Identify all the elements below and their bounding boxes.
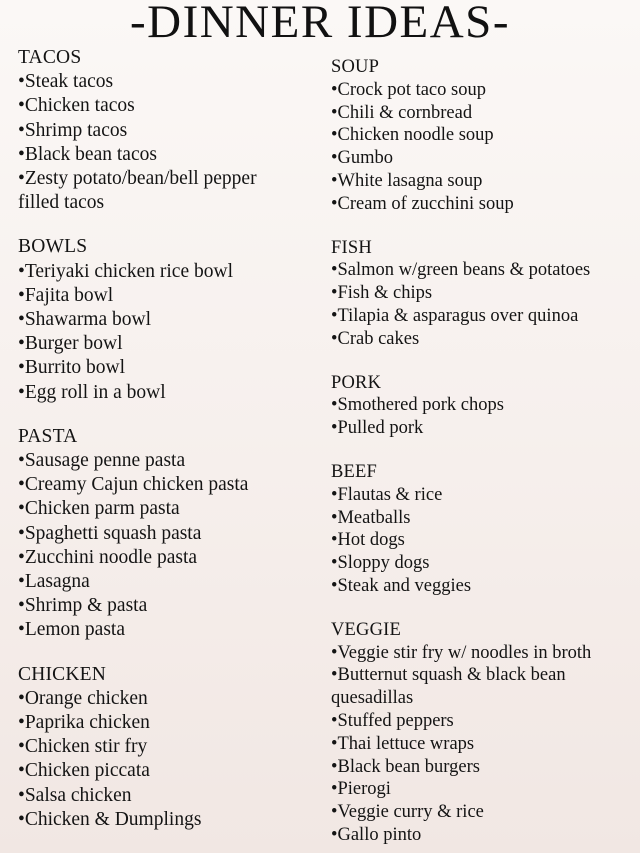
section-heading: PORK [331,372,382,393]
list-item: •Tilapia & asparagus over quinoa [331,305,579,326]
list-item: •Creamy Cajun chicken pasta [18,474,249,496]
list-item: •Shawarma bowl [18,309,152,331]
list-item: •Sausage penne pasta [18,450,186,472]
list-item: •Butternut squash & black bean [331,665,566,686]
list-item: •Paprika chicken [18,712,150,734]
list-item: •Veggie stir fry w/ noodles in broth [331,642,592,663]
section-heading: TACOS [18,47,82,68]
list-item: •Chicken noodle soup [331,125,494,146]
list-item: quesadillas [331,688,414,709]
list-item: •Orange chicken [18,687,148,709]
list-item: •Chicken tacos [18,95,135,117]
list-item: •Veggie curry & rice [331,802,484,823]
list-item: •Flautas & rice [331,484,443,505]
section-beef [331,461,636,598]
list-item: •Cream of zucchini soup [331,193,514,214]
list-item: •Chicken piccata [18,760,150,782]
section-fish [331,237,636,351]
list-item: •Salmon w/green beans & potatoes [331,260,591,281]
section-veggie [331,619,636,847]
list-item: •Burger bowl [18,333,123,355]
list-item: •Black bean tacos [18,143,157,165]
list-item: •Spaghetti squash pasta [18,522,202,544]
list-item: •White lasagna soup [331,170,483,191]
list-item: •Steak tacos [18,71,114,93]
list-item: •Chicken & Dumplings [18,808,202,830]
section-heading: PASTA [18,425,78,447]
section-heading: BEEF [331,461,378,482]
section-chicken [18,663,318,832]
list-item: •Chicken stir fry [18,736,148,758]
section-heading: BOWLS [18,236,88,258]
list-item: •Sloppy dogs [331,553,430,574]
list-item: •Gallo pinto [331,824,422,845]
list-item: •Salsa chicken [18,784,132,806]
list-item: filled tacos [18,192,105,214]
list-item: •Steak and veggies [331,575,472,596]
list-item: •Black bean burgers [331,756,480,777]
section-bowls [18,235,318,404]
list-item: •Pulled pork [331,418,424,439]
list-item: •Zucchini noodle pasta [18,546,198,568]
list-item: •Stuffed peppers [331,710,454,731]
list-item: •Meatballs [331,507,411,528]
section-heading: SOUP [331,57,380,77]
list-item: •Lasagna [18,571,90,593]
section-pasta [18,425,318,643]
list-item: •Shrimp tacos [18,119,128,141]
list-item: •Teriyaki chicken rice bowl [18,260,233,282]
list-item: •Fish & chips [331,283,433,304]
list-item: •Egg roll in a bowl [18,381,166,403]
list-item: •Crock pot taco soup [331,79,486,100]
list-item: •Smothered pork chops [331,395,504,416]
list-item: •Crab cakes [331,328,420,349]
left-column [18,46,318,832]
list-item: •Thai lettuce wraps [331,733,475,754]
list-item: •Pierogi [331,779,391,800]
list-item: •Shrimp & pasta [18,595,148,617]
section-soup [331,56,636,216]
list-item: •Gumbo [331,148,393,169]
section-heading: VEGGIE [331,619,402,640]
right-column [331,56,636,847]
section-tacos [18,46,318,215]
section-pork [331,372,636,440]
section-heading: FISH [331,237,372,258]
list-item: •Burrito bowl [18,357,126,379]
list-item: •Hot dogs [331,530,405,551]
list-item: •Zesty potato/bean/bell pepper [18,168,257,190]
list-item: •Chili & cornbread [331,102,473,123]
section-heading: CHICKEN [18,663,107,685]
list-item: •Lemon pasta [18,619,126,641]
page-title: -DINNER IDEAS- [130,0,510,48]
list-item: •Chicken parm pasta [18,498,180,520]
list-item: •Fajita bowl [18,284,114,306]
